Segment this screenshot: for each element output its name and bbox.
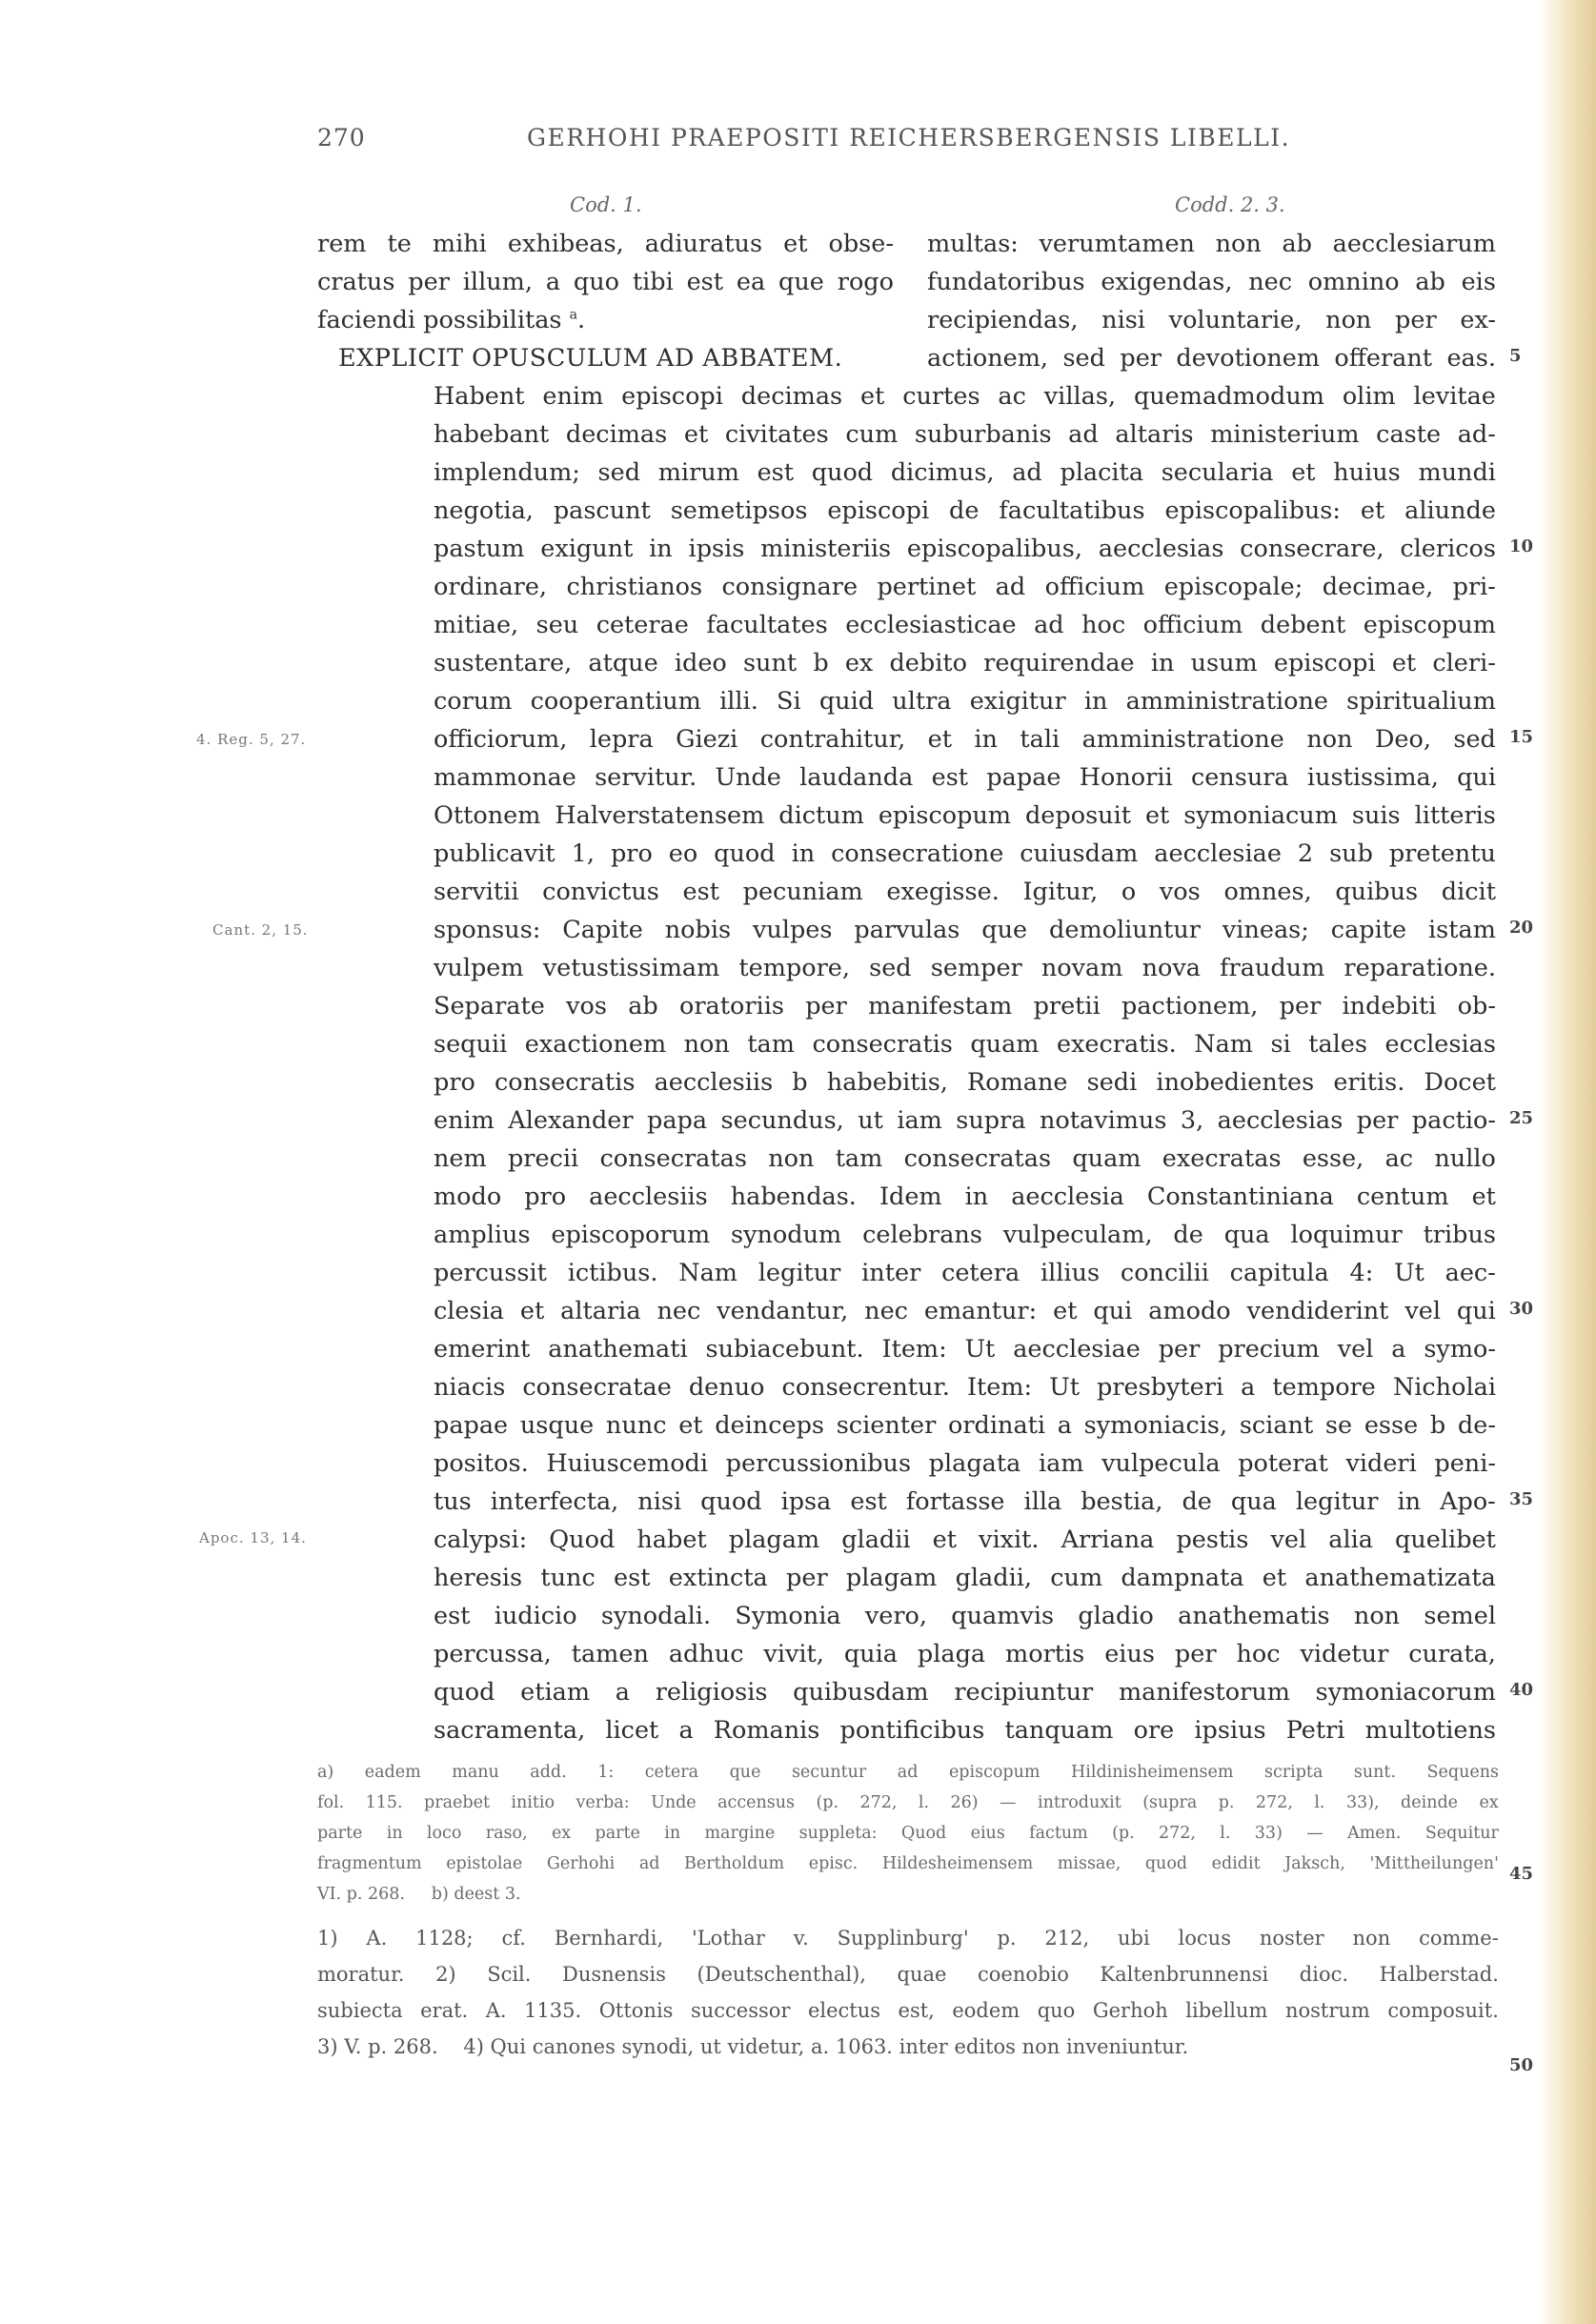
right-column-line: recipiendas, nisi voluntarie, non per ex- (927, 306, 1496, 334)
main-text-line: corum cooperantium illi. Si quid ultra exigitur in amministratione spiritualium (434, 687, 1496, 716)
main-text-line: servitii convictus est pecuniam exegisse. Igitur, o vos omnes, quibus dicit (434, 878, 1496, 906)
margin-reference: Apoc. 13, 14. (199, 1529, 307, 1546)
line-number: 40 (1509, 1680, 1534, 1700)
critical-note-line: parte in loco raso, ex parte in margine suppleta: Quod eius factum (p. 272, l. 33) — Amen. Sequitur (317, 1824, 1499, 1843)
right-column-line: actionem, sed per devotionem offerant eas. (927, 344, 1496, 373)
main-text-line: niacis consecratae denuo consecrentur. Item: Ut presbyteri a tempore Nicholai (434, 1373, 1496, 1402)
left-column-line: EXPLICIT OPUSCULUM AD ABBATEM. (338, 344, 843, 373)
critical-note-line: fol. 115. praebet initio verba: Unde accensus (p. 272, l. 26) — introduxit (supra p. 272, l. 33), deinde ex (317, 1793, 1499, 1812)
left-column-line: faciendi possibilitas $^a$. (317, 306, 586, 334)
footnote-line: moratur. 2) Scil. Dusnensis (Deutschenthal), quae coenobio Kaltenbrunnensi dioc. Halberstad. (317, 1963, 1499, 1986)
critical-note-line: fragmentum epistolae Gerhohi ad Bertholdum episc. Hildesheimensem missae, quod edidit Jaksch, 'Mittheilungen' (317, 1854, 1499, 1873)
main-text-line: modo pro aecclesiis habendas. Idem in aecclesia Constantiniana centum et (434, 1182, 1496, 1211)
main-text-line: emerint anathemati subiacebunt. Item: Ut aecclesiae per precium vel a symo- (434, 1335, 1496, 1364)
margin-reference: 4. Reg. 5, 27. (196, 731, 307, 748)
main-text-line: clesia et altaria nec vendantur, nec emantur: et qui amodo vendiderint vel qui (434, 1297, 1496, 1325)
line-number: 20 (1509, 918, 1534, 938)
main-text-line: enim Alexander papa secundus, ut iam supra notavimus 3, aecclesias per pactio- (434, 1106, 1496, 1135)
main-text-line: mitiae, seu ceterae facultates ecclesiasticae ad hoc officium debent episcopum (434, 611, 1496, 639)
critical-note-line: a) eadem manu add. 1: cetera que secuntur ad episcopum Hildinisheimensem scripta sunt. Sequens (317, 1763, 1499, 1782)
main-text-line: tus interfecta, nisi quod ipsa est fortasse illa bestia, de qua legitur in Apo- (434, 1487, 1496, 1516)
left-column (317, 225, 894, 377)
line-number: 5 (1509, 346, 1522, 366)
main-text-line: nem precii consecratas non tam consecratas quam execratas esse, ac nullo (434, 1144, 1496, 1173)
main-text-line: sustentare, atque ideo sunt b ex debito requirendae in usum episcopi et cleri- (434, 649, 1496, 677)
footnote-line: subiecta erat. A. 1135. Ottonis successor electus est, eodem quo Gerhoh libellum nostrum composuit. (317, 1999, 1499, 2022)
main-text-line: amplius episcoporum synodum celebrans vulpeculam, de qua loquimur tribus (434, 1221, 1496, 1249)
main-text-line: pastum exigunt in ipsis ministeriis episcopalibus, aecclesias consecrare, clericos (434, 535, 1496, 563)
main-text-line: vulpem vetustissimam tempore, sed semper novam nova fraudum reparatione. (434, 954, 1496, 982)
page-number: 270 (317, 124, 366, 152)
main-text-line: sequii exactionem non tam consecratis quam execratis. Nam si tales ecclesias (434, 1030, 1496, 1059)
line-number: 45 (1509, 1864, 1534, 1884)
line-number: 35 (1509, 1489, 1534, 1509)
footnote-line: 1) A. 1128; cf. Bernhardi, 'Lothar v. Supplinburg' p. 212, ubi locus noster non comme- (317, 1927, 1499, 1950)
main-text-line: Ottonem Halverstatensem dictum episcopum deposuit et symoniacum suis litteris (434, 801, 1496, 830)
line-number: 10 (1509, 536, 1534, 556)
left-column-line: cratus per illum, a quo tibi est ea que rogo (317, 268, 894, 296)
right-column-line: multas: verumtamen non ab aecclesiarum (927, 230, 1496, 258)
main-text-line: officiorum, lepra Giezi contrahitur, et in tali amministratione non Deo, sed (434, 725, 1496, 754)
line-number: 50 (1509, 2055, 1534, 2075)
main-text-line: Habent enim episcopi decimas et curtes ac villas, quemadmodum olim levitae (434, 382, 1496, 411)
main-text-line: percussa, tamen adhuc vivit, quia plaga mortis eius per hoc videtur curata, (434, 1640, 1496, 1668)
line-number: 15 (1509, 727, 1534, 747)
main-text-line: percussit ictibus. Nam legitur inter cetera illius concilii capitula 4: Ut aec- (434, 1259, 1496, 1287)
running-title: GERHOHI PRAEPOSITI REICHERSBERGENSIS LIBELLI. (527, 124, 1291, 152)
main-text-line: heresis tunc est extincta per plagam gladii, cum dampnata et anathematizata (434, 1564, 1496, 1592)
main-text-line: est iudicio synodali. Symonia vero, quamvis gladio anathematis non semel (434, 1602, 1496, 1630)
main-text-line: habebant decimas et civitates cum suburbanis ad altaris ministerium caste ad- (434, 420, 1496, 449)
main-text-line: quod etiam a religiosis quibusdam recipiuntur manifestorum symoniacorum (434, 1678, 1496, 1707)
main-text-line: pro consecratis aecclesiis b habebitis, Romane sedi inobedientes eritis. Docet (434, 1068, 1496, 1097)
footnotes (317, 1927, 1499, 2071)
right-column-line: fundatoribus exigendas, nec omnino ab eis (927, 268, 1496, 296)
main-text-line: sponsus: Capite nobis vulpes parvulas que demoliuntur vineas; capite istam (434, 916, 1496, 944)
footnote-line: 3) V. p. 268. 4) Qui canones synodi, ut videtur, a. 1063. inter editos non inveniuntur. (317, 2035, 1189, 2058)
margin-reference: Cant. 2, 15. (212, 921, 309, 939)
main-text-line: implendum; sed mirum est quod dicimus, ad placita secularia et huius mundi (434, 458, 1496, 487)
main-text-line: calypsi: Quod habet plagam gladii et vixit. Arriana pestis vel alia quelibet (434, 1526, 1496, 1554)
main-text-line: publicavit 1, pro eo quod in consecratione cuiusdam aecclesiae 2 sub pretentu (434, 839, 1496, 868)
line-number: 25 (1509, 1108, 1534, 1128)
critical-note-line: VI. p. 268. b) deest 3. (317, 1885, 521, 1904)
critical-apparatus (317, 1763, 1499, 1915)
main-text-line: mammonae servitur. Unde laudanda est papae Honorii censura iustissima, qui (434, 763, 1496, 792)
main-text-line: Separate vos ab oratoriis per manifestam pretii pactionem, per indebiti ob- (434, 992, 1496, 1021)
main-text-line: positos. Huiuscemodi percussionibus plagata iam vulpecula poterat videri peni- (434, 1449, 1496, 1478)
main-text (434, 377, 1496, 1749)
page-edge-shading (1539, 0, 1596, 2324)
left-column-label: Cod. 1. (570, 193, 642, 216)
main-text-line: negotia, pascunt semetipsos episcopi de facultatibus episcopalibus: et aliunde (434, 496, 1496, 525)
main-text-line: sacramenta, licet a Romanis pontificibus tanquam ore ipsius Petri multotiens (434, 1716, 1496, 1745)
right-column-label: Codd. 2. 3. (1175, 193, 1285, 216)
main-text-line: ordinare, christianos consignare pertinet ad officium episcopale; decimae, pri- (434, 573, 1496, 601)
right-column (927, 225, 1496, 377)
left-column-line: rem te mihi exhibeas, adiuratus et obse- (317, 230, 894, 258)
line-number: 30 (1509, 1299, 1534, 1319)
main-text-line: papae usque nunc et deinceps scienter ordinati a symoniacis, sciant se esse b de- (434, 1411, 1496, 1440)
